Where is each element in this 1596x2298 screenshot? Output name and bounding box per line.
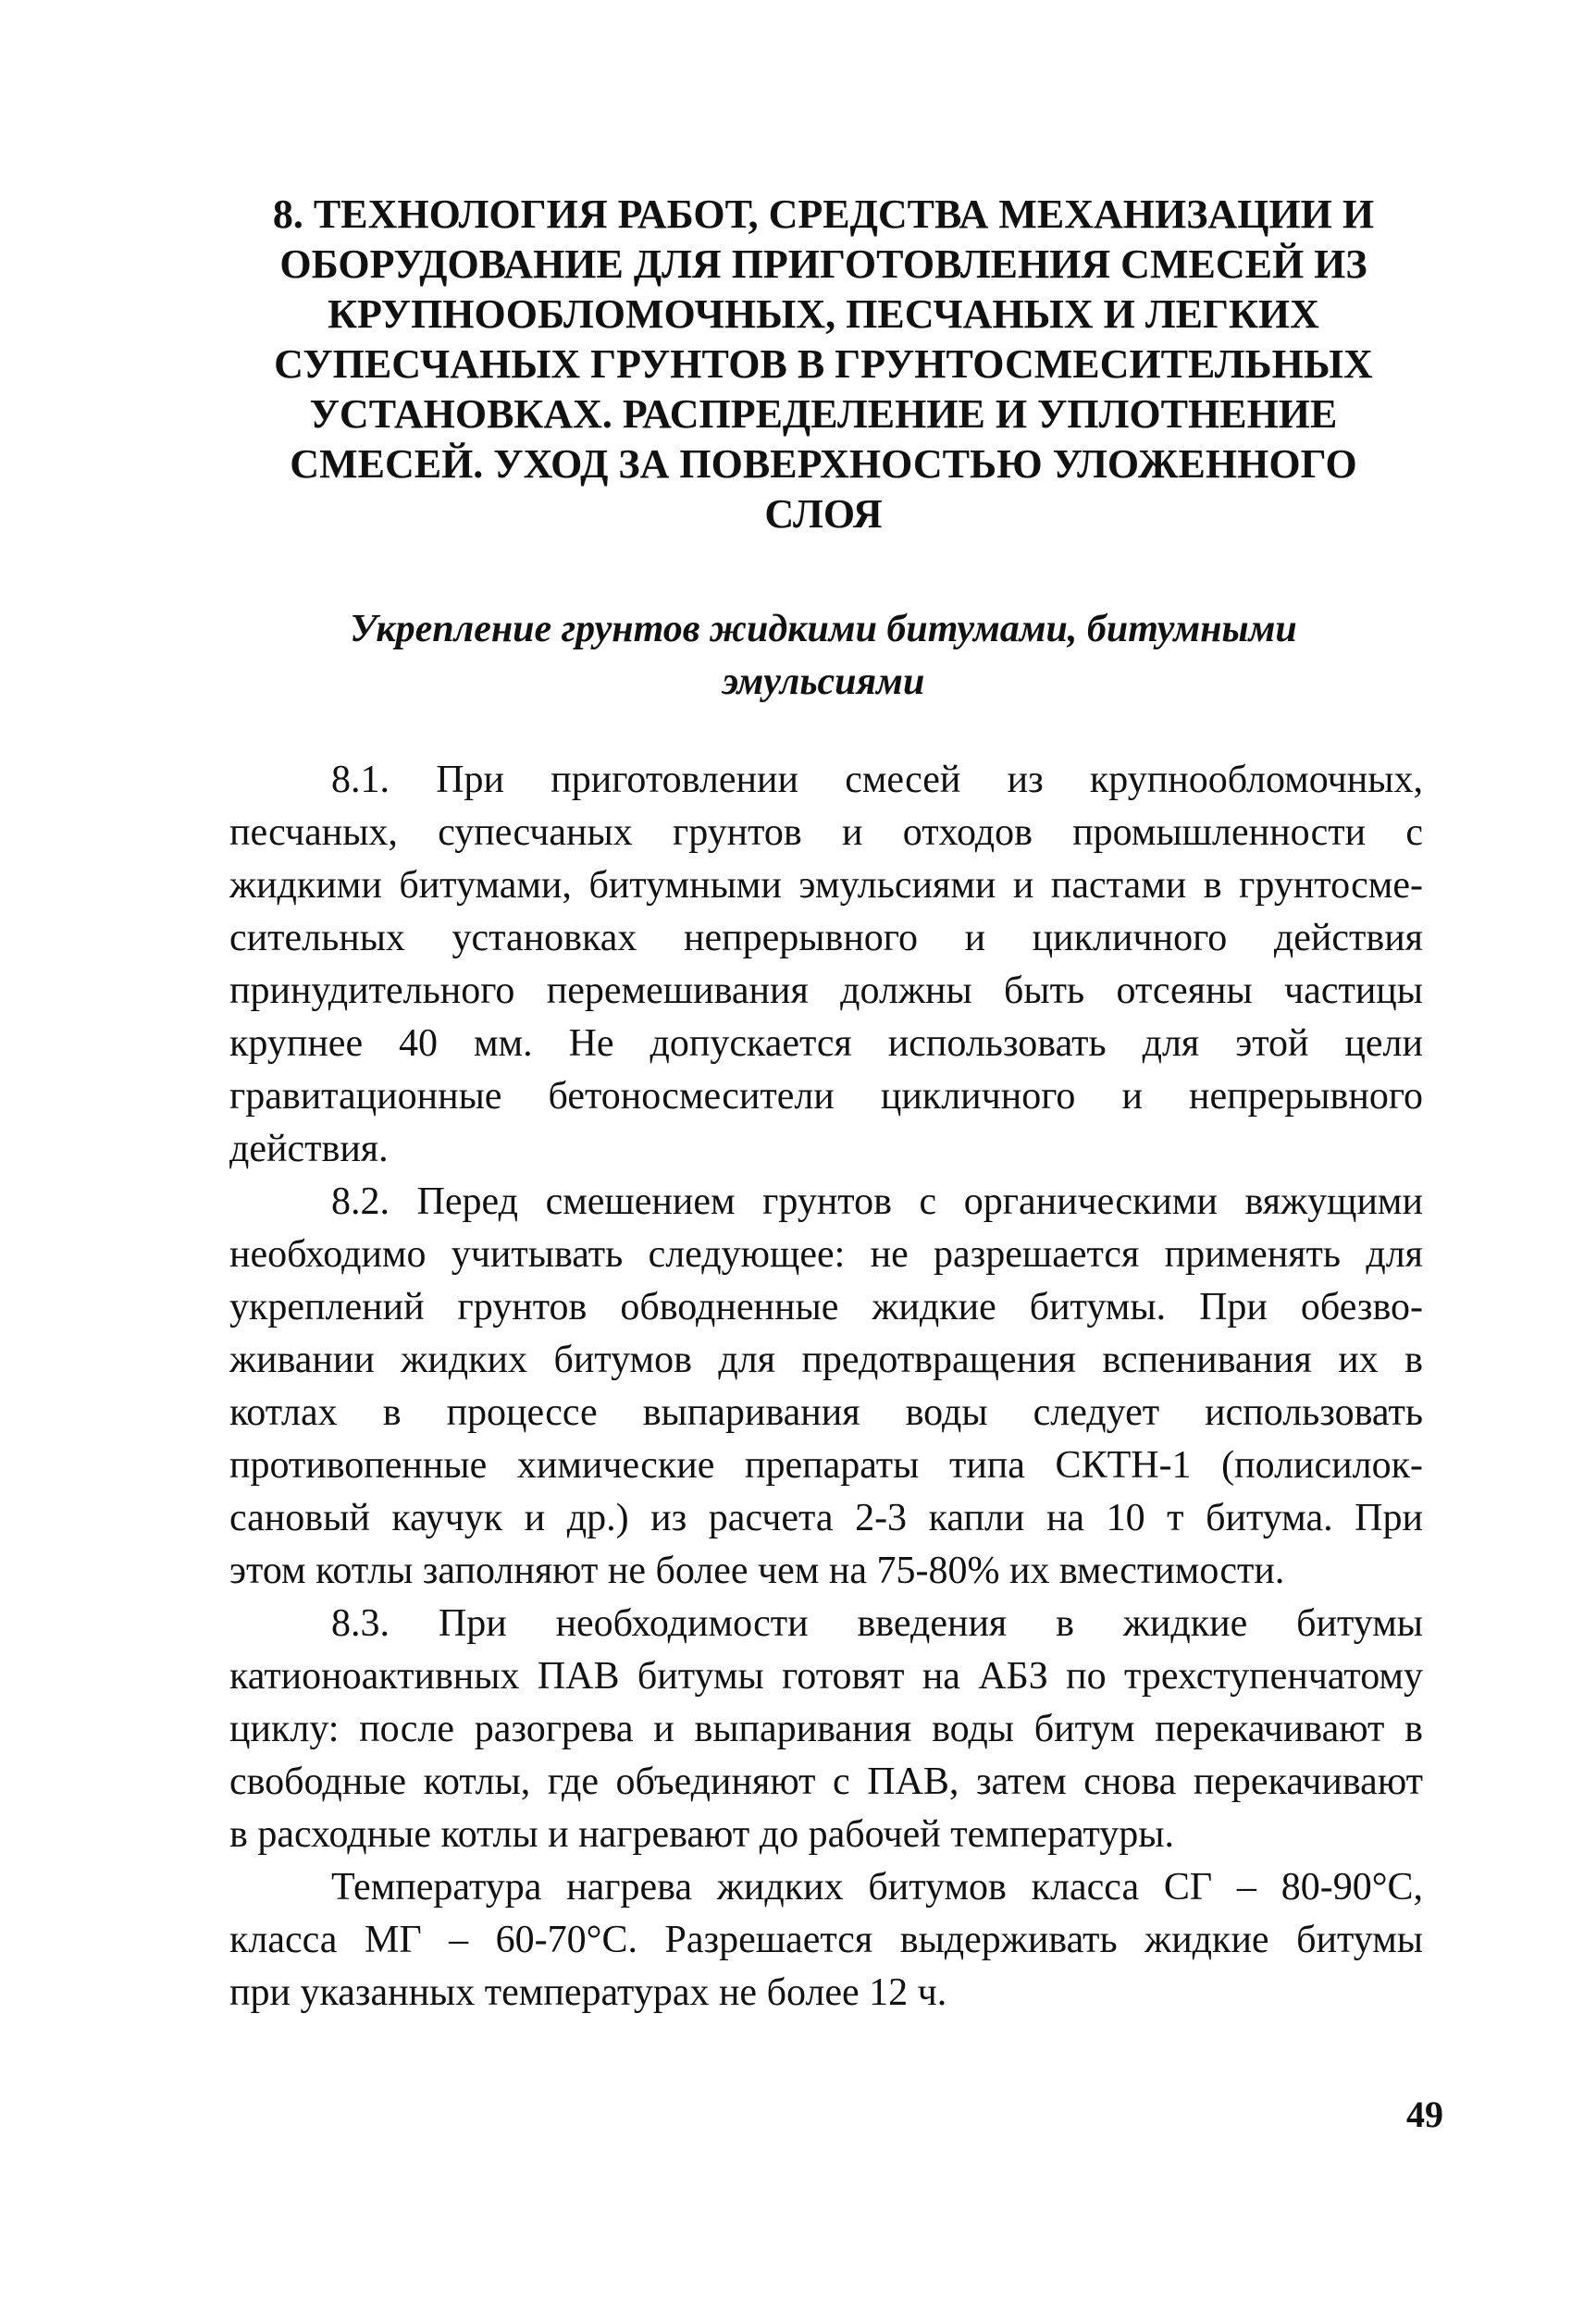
subsection-heading-line: эмульсиями	[722, 661, 925, 703]
text-line: принудительного перемешивания должны быть отсеяны частицы	[229, 970, 1423, 1012]
paragraph-8-1	[229, 754, 1423, 1176]
text-line: в расходные котлы и нагревают до рабочей температуры.	[229, 1813, 1175, 1856]
text-line: гравитационные бетоносмесители цикличного и непрерывного	[229, 1075, 1423, 1118]
text-line: 8.2. Перед смешением грунтов с органическими вяжущими	[331, 1180, 1423, 1223]
text-line: 8.3. При необходимости введения в жидкие битумы	[331, 1602, 1423, 1645]
section-title-line: 8. ТЕХНОЛОГИЯ РАБОТ, СРЕДСТВА МЕХАНИЗАЦИИ И	[272, 192, 1375, 237]
text-line: катионоактивных ПАВ битумы готовят на АБЗ по трехступенчатому	[229, 1655, 1423, 1698]
body-text	[229, 754, 1423, 2020]
section-title	[222, 190, 1425, 539]
text-line: циклу: после разогрева и выпаривания воды битум перекачивают в	[229, 1708, 1423, 1750]
text-line: укреплений грунтов обводненные жидкие битумы. При обезво-	[229, 1286, 1423, 1328]
text-line: песчаных, супесчаных грунтов и отходов промышленности с	[229, 811, 1423, 854]
subsection-heading-line: Укрепление грунтов жидкими битумами, битумными	[350, 608, 1297, 650]
text-line: 8.1. При приготовлении смесей из крупнообломочных,	[331, 759, 1423, 801]
text-line: Температура нагрева жидких битумов класса СГ – 80-90°С,	[331, 1866, 1423, 1909]
text-line: класса МГ – 60-70°С. Разрешается выдерживать жидкие битумы	[229, 1919, 1423, 1961]
section-title-line: КРУПНООБЛОМОЧНЫХ, ПЕСЧАНЫХ И ЛЕГКИХ	[328, 291, 1319, 337]
text-line: противопенные химические препараты типа СКТН-1 (полисилок-	[229, 1444, 1423, 1487]
paragraph-8-3	[229, 1598, 1423, 1861]
text-line: сановый каучук и др.) из расчета 2-3 капли на 10 т битума. При	[229, 1497, 1423, 1539]
section-title-line: СУПЕСЧАНЫХ ГРУНТОВ В ГРУНТОСМЕСИТЕЛЬНЫХ	[274, 341, 1373, 387]
section-title-line: СМЕСЕЙ. УХОД ЗА ПОВЕРХНОСТЬЮ УЛОЖЕННОГО	[290, 441, 1357, 487]
page-number: 49	[1406, 2094, 1443, 2135]
text-line: котлах в процессе выпаривания воды следует использовать	[229, 1391, 1423, 1434]
paragraph-temperature	[229, 1861, 1423, 2020]
paragraph-8-2	[229, 1176, 1423, 1598]
text-line: этом котлы заполняют не более чем на 75-80% их вместимости.	[229, 1550, 1285, 1592]
subsection-heading	[222, 603, 1425, 709]
text-line: сительных установках непрерывного и цикличного действия	[229, 917, 1423, 959]
text-line: крупнее 40 мм. Не допускается использовать для этой цели	[229, 1022, 1423, 1065]
text-line: необходимо учитывать следующее: не разрешается применять для	[229, 1233, 1423, 1276]
text-line: действия.	[229, 1128, 389, 1170]
section-title-line: СЛОЯ	[764, 491, 883, 537]
text-line: живании жидких битумов для предотвращения вспенивания их в	[229, 1339, 1423, 1381]
text-line: жидкими битумами, битумными эмульсиями и пастами в грунтосме-	[229, 864, 1423, 907]
text-line: свободные котлы, где объединяют с ПАВ, затем снова перекачивают	[229, 1761, 1423, 1803]
section-title-line: ОБОРУДОВАНИЕ ДЛЯ ПРИГОТОВЛЕНИЯ СМЕСЕЙ ИЗ	[279, 241, 1367, 287]
section-title-line: УСТАНОВКАХ. РАСПРЕДЕЛЕНИЕ И УПЛОТНЕНИЕ	[309, 391, 1338, 437]
text-line: при указанных температурах не более 12 ч.	[229, 1971, 947, 2014]
